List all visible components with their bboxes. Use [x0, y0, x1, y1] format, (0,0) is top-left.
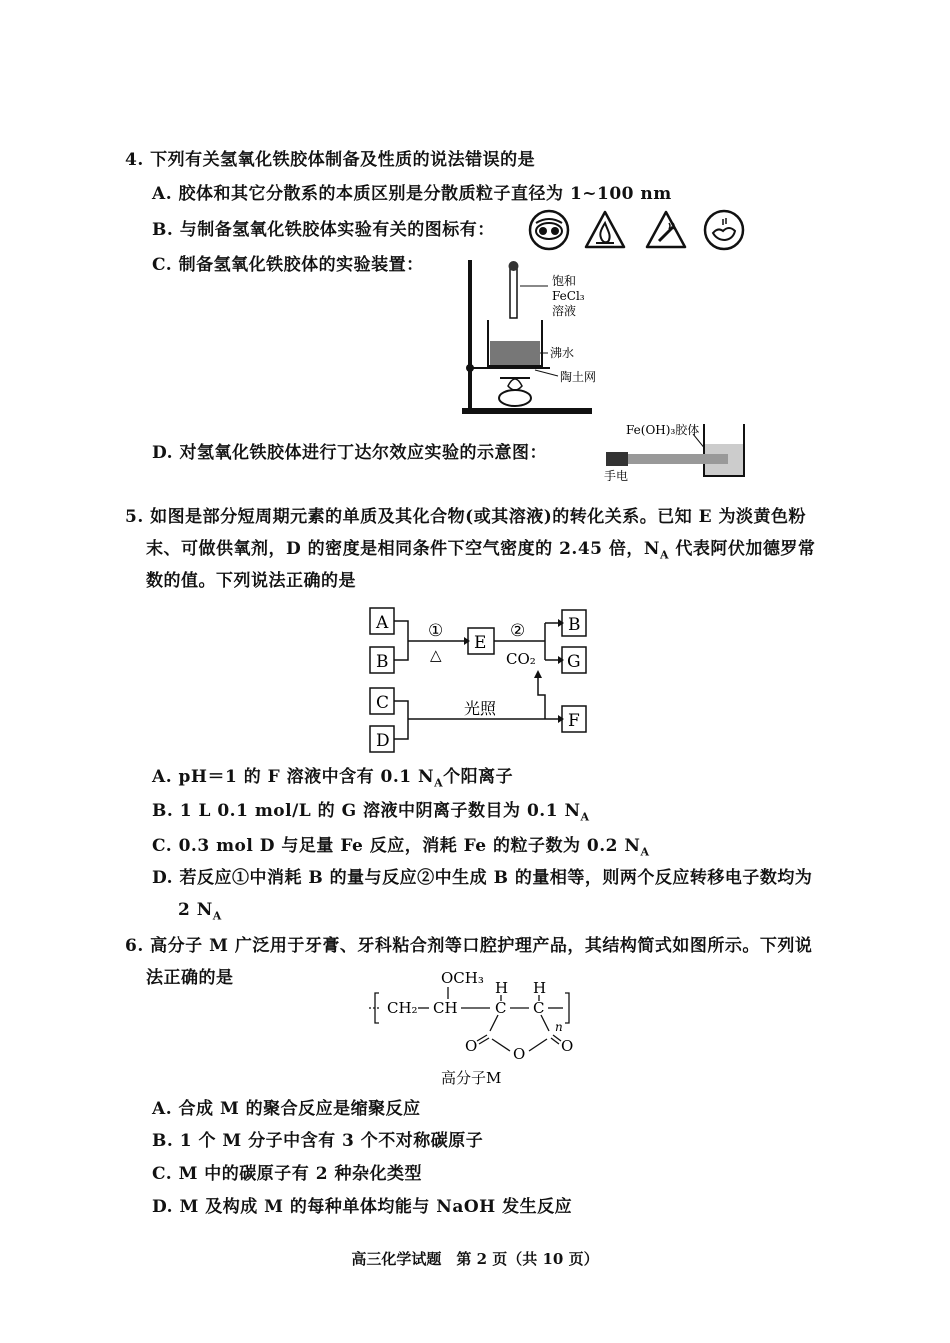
- node-e: E: [474, 633, 487, 653]
- q4-stem: 4. 下列有关氢氧化铁胶体制备及性质的说法错误的是: [125, 150, 536, 170]
- q5-stem-line2: 末、可做供氧剂，D 的密度是相同条件下空气密度的 2.45 倍，$N_A$ 代表阿伏加德罗常: [146, 539, 816, 562]
- label-fecl3: FeCl₃: [552, 289, 585, 303]
- structure-caption: 高分子M: [441, 1069, 502, 1087]
- methoxy-group: OCH₃: [441, 969, 484, 987]
- q5-option-a: A. pH＝1 的 F 溶液中含有 0.1 $N_A$个阳离子: [152, 767, 514, 790]
- q5-option-d-line2: 2 $N_A$: [178, 900, 222, 923]
- label-saturated: 饱和: [552, 274, 577, 288]
- hot-surface-icon: [645, 209, 687, 251]
- q6-option-d: D. M 及构成 M 的每种单体均能与 NaOH 发生反应: [152, 1197, 573, 1217]
- hand-wash-icon: [703, 209, 745, 251]
- q6-option-c: C. M 中的碳原子有 2 种杂化类型: [152, 1164, 422, 1184]
- flame-icon: [584, 209, 626, 251]
- q4-option-b: B. 与制备氢氧化铁胶体实验有关的图标有：: [152, 220, 495, 240]
- node-g: G: [567, 652, 581, 672]
- repeat-n: n: [555, 1020, 563, 1034]
- page-footer: 高三化学试题 第 2 页（共 10 页）: [351, 1250, 599, 1268]
- carbon-left: C: [495, 999, 507, 1017]
- carbonyl-o-left: O: [465, 1037, 478, 1055]
- label-boiling-water: 沸水: [550, 346, 575, 360]
- reaction-2-label: ②: [510, 621, 526, 641]
- ring-oxygen: O: [513, 1045, 526, 1063]
- q6-option-a: A. 合成 M 的聚合反应是缩聚反应: [152, 1099, 421, 1119]
- node-a: A: [376, 613, 389, 633]
- carbonyl-o-right: O: [561, 1037, 574, 1055]
- transformation-diagram: [360, 600, 600, 760]
- q5-stem-line1: 5. 如图是部分短周期元素的单质及其化合物(或其溶液)的转化关系。已知 E 为淡黄色粉: [125, 507, 807, 527]
- label-fe-oh3-colloid: Fe(OH)₃胶体: [626, 423, 700, 437]
- tyndall-effect-diagram: [598, 420, 748, 482]
- colloid-apparatus-diagram: [440, 258, 630, 423]
- q5-stem-line3: 数的值。下列说法正确的是: [146, 571, 356, 591]
- node-b-product: B: [568, 615, 581, 635]
- q5-option-b: B. 1 L 0.1 mol/L 的 G 溶液中阴离子数目为 0.1 $N_A$: [152, 801, 590, 824]
- label-flashlight: 手电: [604, 469, 629, 482]
- q4-option-c: C. 制备氢氧化铁胶体的实验装置：: [152, 255, 424, 275]
- reaction-1-label: ①: [428, 621, 444, 641]
- heat-label: △: [430, 646, 442, 664]
- polymer-m-structure: [365, 965, 585, 1090]
- hydrogen-left: H: [495, 979, 509, 997]
- carbon-right: C: [533, 999, 545, 1017]
- ch-group: CH: [433, 999, 458, 1017]
- label-solution: 溶液: [552, 304, 577, 318]
- hydrogen-right: H: [533, 979, 547, 997]
- node-b: B: [376, 652, 389, 672]
- q4-option-a: A. 胶体和其它分散系的本质区别是分散质粒子直径为 1~100 nm: [152, 184, 672, 204]
- light-label: 光照: [464, 699, 497, 718]
- ch2-group: CH₂: [387, 999, 418, 1017]
- node-d: D: [376, 731, 390, 751]
- co2-label: CO₂: [506, 650, 536, 668]
- goggles-icon: [528, 209, 570, 251]
- label-gauze: 陶土网: [560, 370, 597, 384]
- node-c: C: [376, 693, 390, 713]
- q5-option-d-line1: D. 若反应①中消耗 B 的量与反应②中生成 B 的量相等，则两个反应转移电子数均为: [152, 868, 813, 888]
- q6-stem-line1: 6. 高分子 M 广泛用于牙膏、牙科粘合剂等口腔护理产品，其结构简式如图所示。下列说: [125, 936, 813, 956]
- node-f: F: [568, 711, 580, 731]
- q6-option-b: B. 1 个 M 分子中含有 3 个不对称碳原子: [152, 1131, 484, 1151]
- q5-option-c: C. 0.3 mol D 与足量 Fe 反应，消耗 Fe 的粒子数为 0.2 $N_A$: [152, 836, 650, 859]
- q4-option-d: D. 对氢氧化铁胶体进行丁达尔效应实验的示意图：: [152, 443, 547, 463]
- q6-stem-line2: 法正确的是: [146, 968, 234, 988]
